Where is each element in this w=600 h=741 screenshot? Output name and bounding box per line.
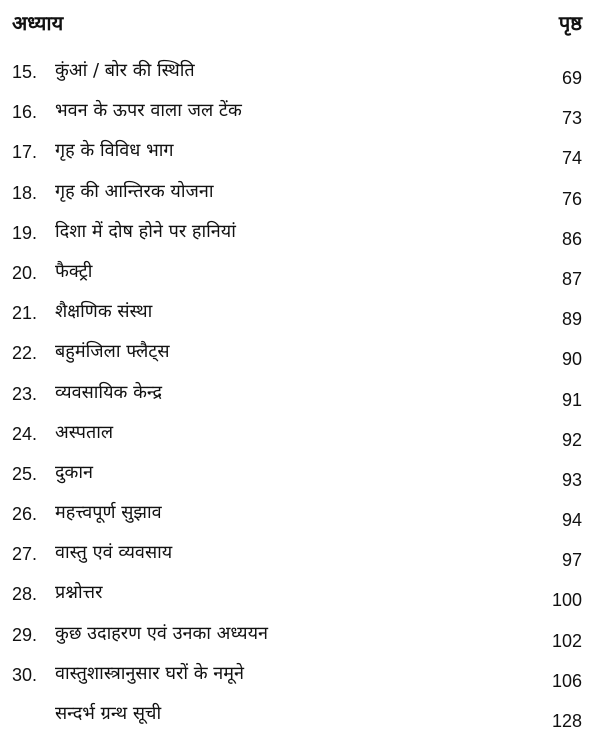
toc-entry	[0, 179, 600, 219]
chapter-title: गृह की आन्तिरक योजना	[55, 180, 214, 202]
toc-entry	[0, 299, 600, 339]
chapter-title: सन्दर्भ ग्रन्थ सूची	[55, 703, 162, 724]
chapter-title: वास्तु एवं व्यवसाय	[55, 542, 173, 564]
chapter-title: दुकान	[55, 461, 94, 483]
page-number: 102	[551, 630, 582, 651]
chapter-number: 29.	[12, 624, 38, 645]
chapter-title: भवन के ऊपर वाला जल टेंक	[55, 100, 242, 122]
toc-entry	[0, 339, 600, 379]
page-number: 93	[561, 469, 582, 490]
toc-entry	[0, 259, 600, 299]
toc-entry	[0, 661, 600, 701]
chapter-number: 26.	[12, 504, 38, 525]
chapter-number: 24.	[12, 423, 38, 444]
chapter-title: फैक्ट्री	[55, 260, 93, 282]
toc-entry	[0, 580, 600, 620]
toc-entry	[0, 420, 600, 460]
chapter-title: बहुमंजिला फ्लैट्स	[55, 341, 170, 363]
chapter-number: 15.	[12, 62, 38, 82]
page-number: 76	[561, 188, 582, 209]
chapter-title: वास्तुशास्त्रानुसार घरों के नमूने	[55, 662, 245, 684]
chapter-title: कुछ उदाहरण एवं उनका अध्ययन	[55, 622, 269, 644]
toc-entry	[0, 380, 600, 420]
page-number: 97	[561, 550, 582, 571]
page-number: 128	[551, 711, 582, 731]
page-column-heading: पृष्ठ	[558, 11, 582, 35]
chapter-title: महत्त्वपूर्ण सुझाव	[55, 502, 162, 524]
chapter-number: 27.	[12, 544, 38, 565]
page-number: 73	[561, 108, 582, 129]
chapter-number: 21.	[12, 303, 38, 324]
page-number: 89	[561, 309, 582, 330]
page-number: 100	[551, 590, 582, 611]
toc-entry	[0, 138, 600, 178]
page-number: 91	[561, 389, 582, 410]
toc-entry	[0, 98, 600, 138]
toc-entry	[0, 58, 600, 98]
page-number: 86	[561, 228, 582, 249]
toc-entry-bibliography	[0, 701, 600, 741]
chapter-number: 25.	[12, 463, 38, 484]
page-number: 74	[561, 148, 582, 169]
chapter-title: अस्पताल	[55, 421, 114, 443]
toc-entry	[0, 500, 600, 540]
toc-entry	[0, 219, 600, 259]
chapter-number: 20.	[12, 262, 38, 283]
chapter-number: 28.	[12, 584, 38, 605]
page-number: 106	[551, 670, 582, 691]
chapter-title: व्यवसायिक केन्द्र	[55, 381, 163, 403]
page-number: 94	[561, 510, 582, 531]
chapter-title: दिशा में दोष होने पर हानियां	[55, 220, 236, 242]
chapter-title: प्रश्नोत्तर	[55, 582, 103, 604]
chapter-number: 19.	[12, 222, 38, 243]
chapter-number: 17.	[12, 142, 38, 163]
page-number: 87	[561, 268, 582, 289]
page-number: 92	[561, 429, 582, 450]
toc-entry	[0, 621, 600, 661]
toc-entry	[0, 460, 600, 500]
table-of-contents	[0, 58, 600, 741]
page-number: 90	[561, 349, 582, 370]
chapter-number: 30.	[12, 664, 38, 685]
toc-entry	[0, 540, 600, 580]
chapter-title: शैक्षणिक संस्था	[55, 301, 153, 323]
chapter-number: 18.	[12, 182, 38, 203]
chapter-title: गृह के विविध भाग	[55, 140, 174, 162]
page-number: 69	[561, 68, 582, 88]
chapter-column-heading: अध्याय	[12, 11, 64, 35]
chapter-number: 22.	[12, 343, 38, 364]
chapter-title: कुंआं / बोर की स्थिति	[55, 60, 195, 81]
chapter-number: 23.	[12, 383, 38, 404]
chapter-number: 16.	[12, 102, 38, 123]
